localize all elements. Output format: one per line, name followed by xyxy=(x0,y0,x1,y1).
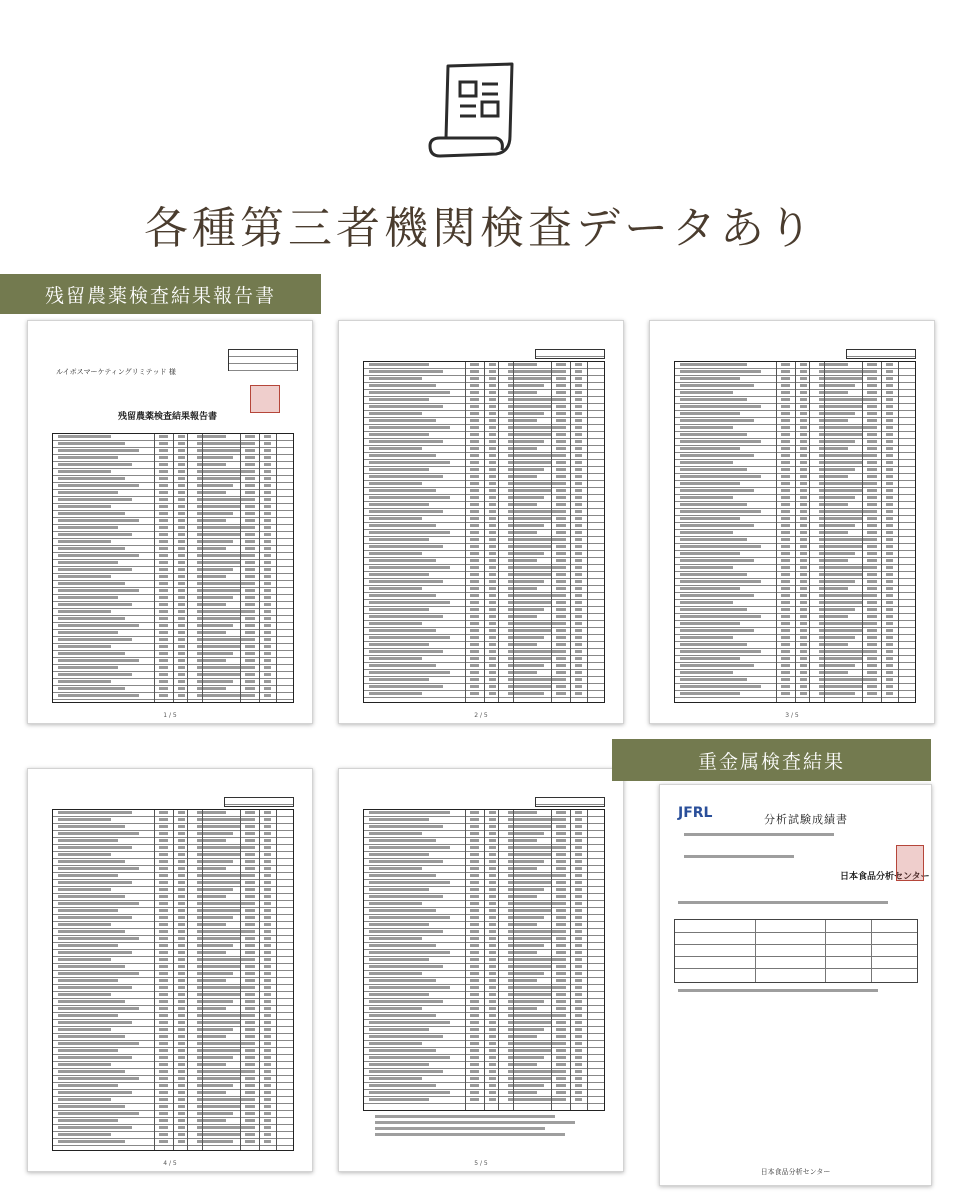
residue-table xyxy=(52,433,294,703)
company-seal xyxy=(250,385,280,413)
certificate-title: 分析試験成績書 xyxy=(764,813,848,826)
residue-table xyxy=(52,809,294,1151)
residue-table xyxy=(363,809,605,1111)
jfrl-logo: JFRL xyxy=(678,805,713,821)
report-info-box xyxy=(535,797,605,807)
report-info-box xyxy=(535,349,605,359)
report-info-box xyxy=(846,349,916,359)
section-label-heavy-metal: 重金属検査結果 xyxy=(612,739,931,781)
residue-table xyxy=(363,361,605,703)
report-info-box xyxy=(224,797,294,807)
page-number: 5 / 5 xyxy=(474,1160,488,1167)
report-info-box xyxy=(228,349,298,371)
client-name: ルイボスマーケティングリミテッド 様 xyxy=(56,368,176,376)
residue-report-page-1 xyxy=(27,320,313,724)
residue-report-page-3 xyxy=(649,320,935,724)
report-title: 残留農薬検査結果報告書 xyxy=(118,412,218,422)
page-number: 1 / 5 xyxy=(163,712,177,719)
results-table xyxy=(674,919,918,983)
residue-report-page-2 xyxy=(338,320,624,724)
page-number: 3 / 5 xyxy=(785,712,799,719)
certificate-footer: 日本食品分析センター xyxy=(760,1168,831,1176)
issuer-name: 日本食品分析センター xyxy=(840,872,930,882)
residue-report-page-5 xyxy=(338,768,624,1172)
page-number: 2 / 5 xyxy=(474,712,488,719)
residue-report-page-4 xyxy=(27,768,313,1172)
page-number: 4 / 5 xyxy=(163,1160,177,1167)
heavy-metal-certificate xyxy=(659,784,932,1186)
residue-table xyxy=(674,361,916,703)
section-label-residue: 残留農薬検査結果報告書 xyxy=(0,274,321,314)
document-icon xyxy=(426,58,522,162)
page-title: 各種第三者機関検査データあり xyxy=(144,203,816,254)
issuer-seal xyxy=(896,845,924,881)
